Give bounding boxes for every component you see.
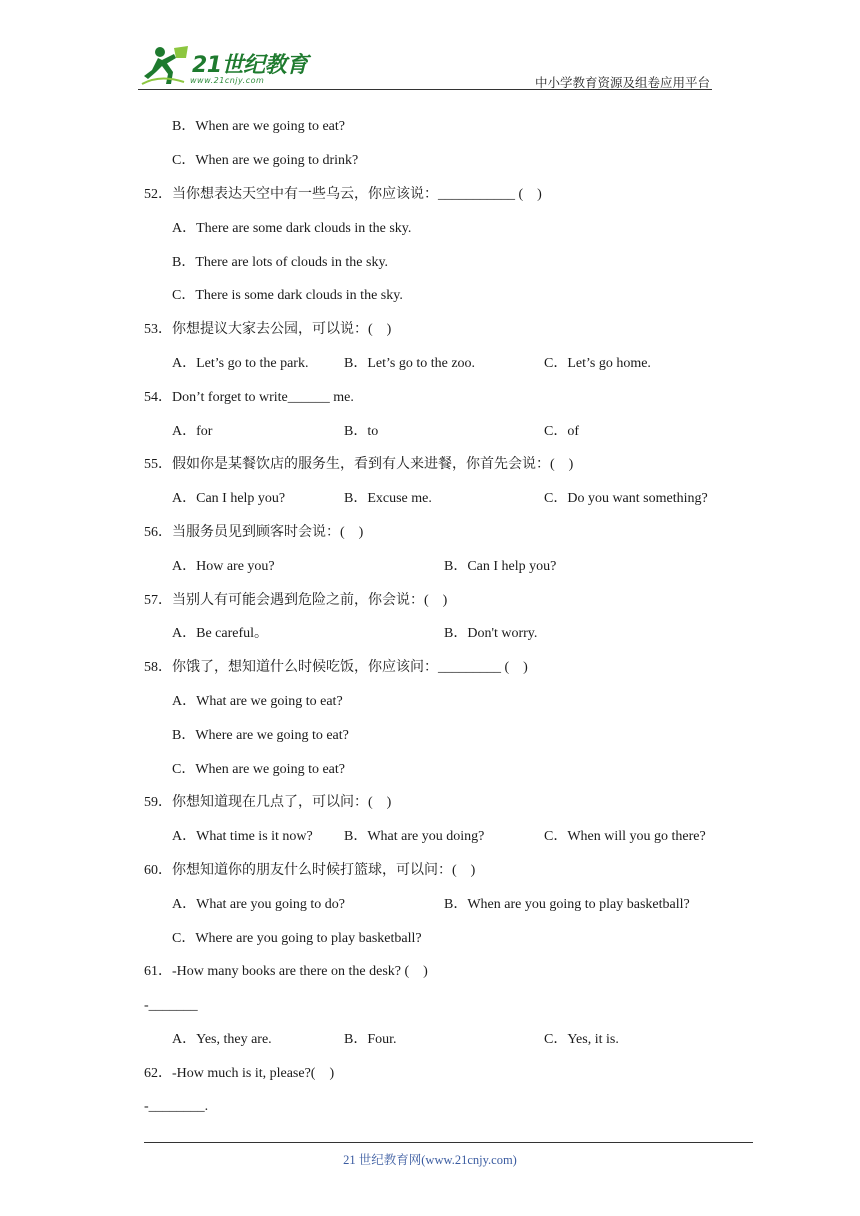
q57-option-b: B．Don't worry. [444,626,538,641]
q61-option-b: B．Four. [344,1032,397,1047]
q53-option-a: A．Let’s go to the park. [172,356,309,371]
q59-option-a: A．What time is it now? [172,829,313,844]
q60-option-c: C．Where are you going to play basketball? [172,931,422,946]
q58-option-a: A．What are we going to eat? [172,694,343,709]
question-62: 62．-How much is it, please?( ) [144,1066,335,1081]
question-60: 60．你想知道你的朋友什么时候打篮球，可以问：( ) [144,863,476,878]
q58-option-b: B．Where are we going to eat? [172,728,349,743]
q54-option-a: A．for [172,424,213,439]
q54-option-c: C．of [544,424,579,439]
q60-option-b: B．When are you going to play basketball? [444,897,690,912]
q62-answer-blank: -________. [144,1099,209,1114]
q58-option-c: C．When are we going to eat? [172,762,345,777]
question-52: 52．当你想表达天空中有一些乌云，你应该说：___________ ( ) [144,187,542,202]
question-61: 61．-How many books are there on the desk? ( ) [144,964,428,979]
q56-option-b: B．Can I help you? [444,559,557,574]
question-55: 55．假如你是某餐饮店的服务生，看到有人来进餐，你首先会说：( ) [144,457,574,472]
page-header [0,0,860,92]
q55-option-b: B．Excuse me. [344,491,432,506]
question-53: 53．你想提议大家去公园，可以说：( ) [144,322,392,337]
q53-option-c: C．Let’s go home. [544,356,651,371]
question-56: 56．当服务员见到顾客时会说：( ) [144,525,364,540]
q61-answer-blank: -_______ [144,998,198,1013]
question-58: 58．你饿了，想知道什么时候吃饭，你应该问：_________ ( ) [144,660,528,675]
q59-option-b: B．What are you doing? [344,829,485,844]
logo-text: 21世纪教育 [192,53,308,78]
footer-divider [144,1142,753,1143]
platform-title: 中小学教育资源及组卷应用平台 [534,76,710,90]
q53-option-b: B．Let’s go to the zoo. [344,356,476,371]
option-c: C．When are we going to drink? [172,153,359,168]
logo [140,44,310,90]
q52-option-c: C．There is some dark clouds in the sky. [172,288,403,303]
q61-option-a: A．Yes, they are. [172,1032,272,1047]
q60-option-a: A．What are you going to do? [172,897,346,912]
q52-option-a: A．There are some dark clouds in the sky. [172,221,412,236]
footer-text: 21 世纪教育网(www.21cnjy.com) [343,1153,517,1167]
option-b: B．When are we going to eat? [172,119,345,134]
q61-option-c: C．Yes, it is. [544,1032,619,1047]
q52-option-b: B．There are lots of clouds in the sky. [172,255,389,270]
q55-option-a: A．Can I help you? [172,491,286,506]
q54-option-b: B．to [344,424,379,439]
q55-option-c: C．Do you want something? [544,491,708,506]
question-57: 57．当别人有可能会遇到危险之前，你会说：( ) [144,593,448,608]
question-54: 54．Don’t forget to write______ me. [144,390,354,405]
question-59: 59．你想知道现在几点了，可以问：( ) [144,795,392,810]
q56-option-a: A．How are you? [172,559,275,574]
q59-option-c: C．When will you go there? [544,829,706,844]
runner-logo-icon [140,44,192,88]
q57-option-a: A．Be careful。 [172,626,269,641]
logo-url: www.21cnjy.com [190,76,265,85]
header-divider [138,89,712,90]
